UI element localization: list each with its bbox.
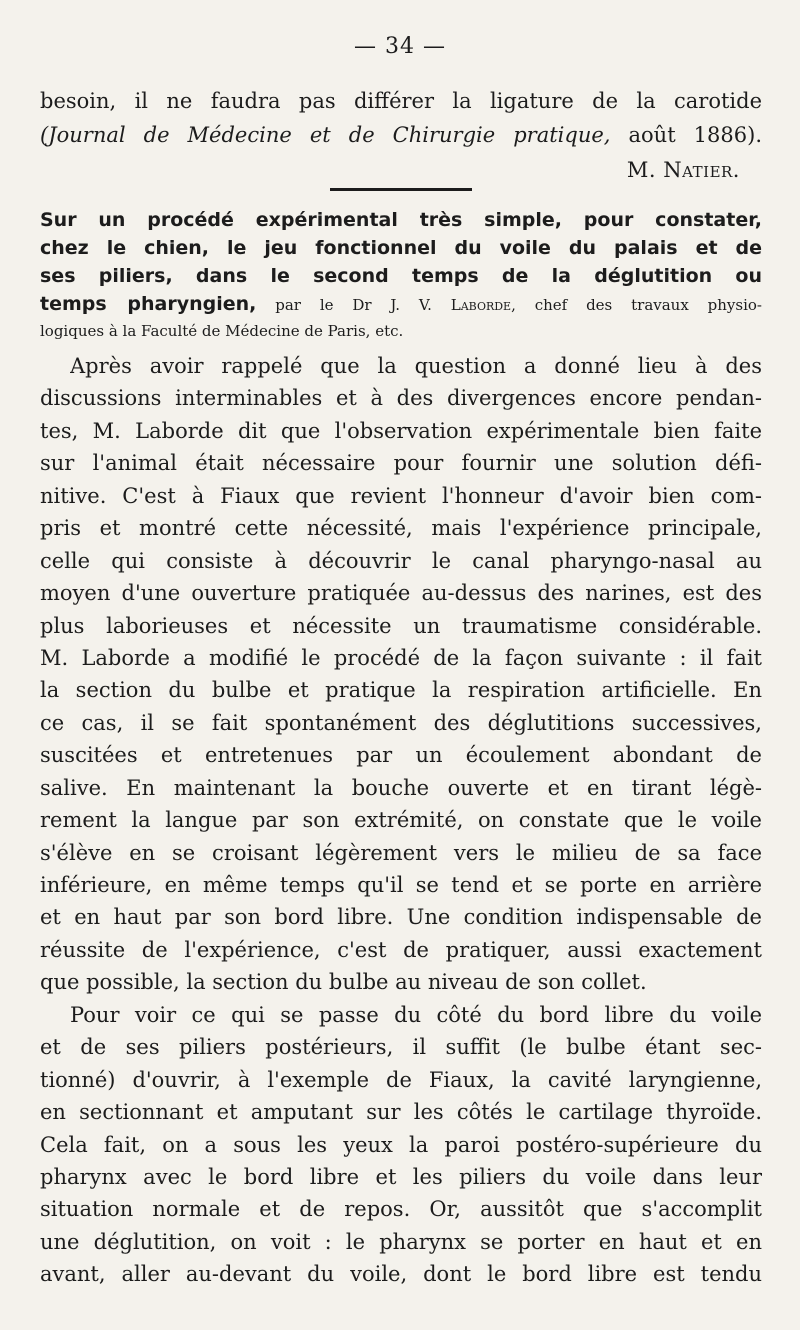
- citation-line: [40, 120, 762, 150]
- body-line: nitive. C'est à Fiaux que revient l'honneur d'avoir bien com-: [40, 483, 762, 508]
- body-line: inférieure, en même temps qu'il se tend et se porte en arrière: [40, 873, 762, 897]
- body-line: moyen d'une ouverture pratiquée au-dessus des narines, est des: [40, 581, 762, 606]
- body-line: M. Laborde a modifié le procédé de la façon suivante : il fait: [40, 645, 762, 670]
- body-line: pris et montré cette nécessité, mais l'expérience principale,: [40, 516, 762, 541]
- body-line: Après avoir rappelé que la question a donné lieu à des: [70, 354, 762, 378]
- body-line: ce cas, il se fait spontanément des déglutitions successives,: [40, 710, 762, 735]
- author-name: Laborde: [450, 296, 512, 314]
- body-line: tes, M. Laborde dit que l'observation expérimentale bien faite: [40, 418, 762, 443]
- page-number: — 34 —: [354, 34, 446, 59]
- body-line: pharynx avec le bord libre et les piliers du voile dans leur: [40, 1164, 762, 1189]
- body-line: que possible, la section du bulbe au niveau de son collet.: [40, 970, 647, 995]
- journal-title: (Journal de Médecine et de Chirurgie pratique,: [40, 123, 611, 147]
- text-line: besoin, il ne faudra pas différer la ligature de la carotide: [40, 89, 762, 113]
- body-line: la section du bulbe et pratique la respiration artificielle. En: [40, 678, 762, 703]
- section-divider: [330, 188, 472, 191]
- body-line: plus laborieuses et nécessite un traumatisme considérable.: [40, 613, 762, 638]
- heading-line: ses piliers, dans le second temps de la déglutition ou: [40, 265, 762, 287]
- citation-date: août 1886).: [610, 123, 762, 147]
- signature-name: Natier.: [663, 158, 740, 182]
- body-line: sur l'animal était nécessaire pour fournir une solution défi-: [40, 451, 762, 476]
- body-line: en sectionnant et amputant sur les côtés le cartilage thyroïde.: [40, 1100, 762, 1125]
- body-line: discussions interminables et à des divergences encore pendan-: [40, 386, 762, 411]
- body-text: [0, 350, 800, 1291]
- body-line: une déglutition, on voit : le pharynx se porter en haut et en: [40, 1229, 762, 1254]
- body-line: celle qui consiste à découvrir le canal pharyngo-nasal au: [40, 548, 762, 573]
- heading-line: chez le chien, le jeu fonctionnel du voile du palais et de: [40, 237, 762, 259]
- heading-affiliation: logiques à la Faculté de Médecine de Paris, etc.: [40, 322, 404, 340]
- heading-line: Sur un procédé expérimental très simple, pour constater,: [40, 209, 762, 231]
- body-line: salive. En maintenant la bouche ouverte et en tirant légè-: [40, 775, 762, 800]
- body-line: avant, aller au-devant du voile, dont le bord libre est tendu: [40, 1262, 762, 1287]
- body-line: rement la langue par son extrémité, on constate que le voile: [40, 808, 762, 833]
- signature: M. Natier.: [626, 158, 740, 182]
- body-line: Pour voir ce qui se passe du côté du bord libre du voile: [70, 1002, 762, 1027]
- body-line: Cela fait, on a sous les yeux la paroi postéro-supérieure du: [40, 1132, 762, 1157]
- body-line: réussite de l'expérience, c'est de pratiquer, aussi exactement: [40, 937, 762, 962]
- body-line: et de ses piliers postérieurs, il suffit (le bulbe étant sec-: [40, 1035, 762, 1060]
- body-line: suscitées et entretenues par un écoulement abondant de: [40, 743, 762, 768]
- body-line: situation normale et de repos. Or, aussitôt que s'accomplit: [40, 1197, 762, 1222]
- body-line: et en haut par son bord libre. Une condition indispensable de: [40, 905, 762, 930]
- body-line: s'élève en se croisant légèrement vers le milieu de sa face: [40, 840, 762, 865]
- heading-line: temps pharyngien, par le Dr J. V. Laborde, chef des travaux physio-: [40, 293, 762, 315]
- body-line: tionné) d'ouvrir, à l'exemple de Fiaux, la cavité laryngienne,: [40, 1067, 762, 1092]
